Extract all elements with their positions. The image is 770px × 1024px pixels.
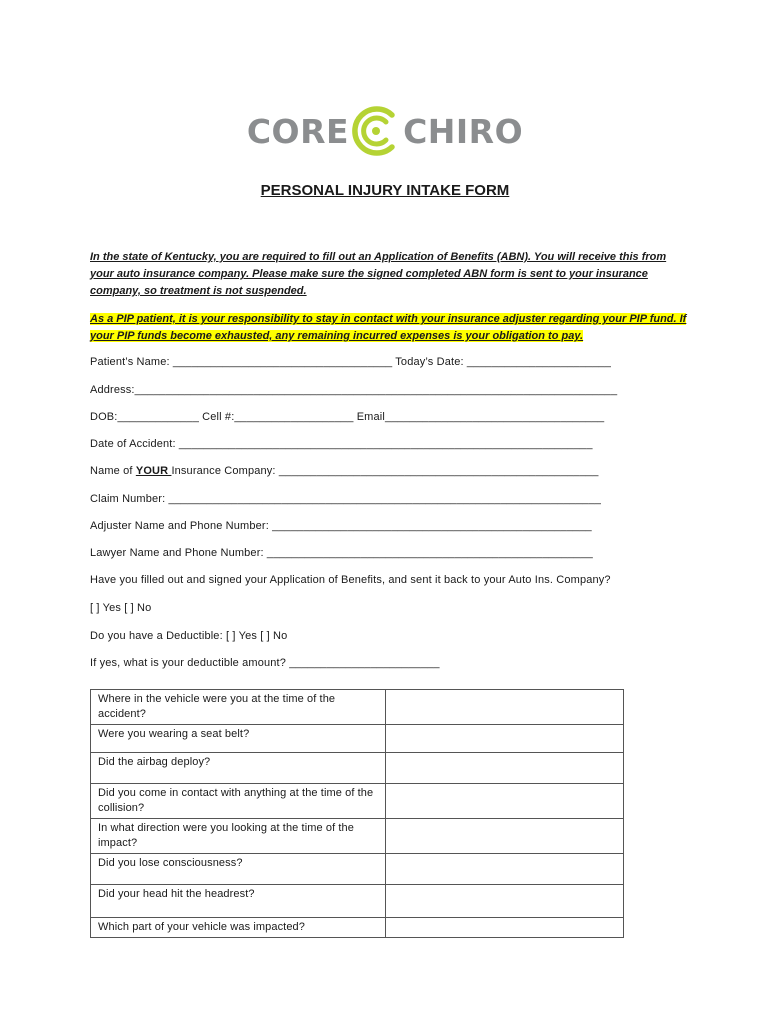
address-line[interactable]: Address:_____________________________________________________________________________ xyxy=(90,384,618,396)
pip-notice-text: As a PIP patient, it is your responsibility to stay in contact with your insurance adjuster regarding your PIP fund. If your PIP funds become exhausted, any remaining incurred expenses is your obligation to pay. xyxy=(90,313,687,342)
claim-number-line[interactable]: Claim Number: _____________________________________________________________________ xyxy=(90,493,601,505)
answer-cell[interactable] xyxy=(386,918,624,938)
answer-cell[interactable] xyxy=(386,753,624,784)
logo xyxy=(0,96,770,166)
answer-cell[interactable] xyxy=(386,725,624,753)
concentric-c-icon xyxy=(350,105,402,157)
question-cell: Did you come in contact with anything at the time of the collision? xyxy=(91,784,386,819)
question-cell: Did the airbag deploy? xyxy=(91,753,386,784)
adjuster-line[interactable]: Adjuster Name and Phone Number: ___________________________________________________ xyxy=(90,520,592,532)
table-row xyxy=(91,784,624,819)
answer-cell[interactable] xyxy=(386,854,624,885)
insurance-company-line[interactable] xyxy=(90,465,599,477)
question-cell: Where in the vehicle were you at the time of the accident? xyxy=(91,690,386,725)
question-cell: In what direction were you looking at the time of the impact? xyxy=(91,819,386,854)
table-row xyxy=(91,885,624,918)
question-cell: Which part of your vehicle was impacted? xyxy=(91,918,386,938)
logo-right-word: CHIRO xyxy=(403,111,524,151)
insurance-prefix: Name of xyxy=(90,465,136,477)
question-cell: Did you lose consciousness? xyxy=(91,854,386,885)
question-cell: Did your head hit the headrest? xyxy=(91,885,386,918)
deductible-amount-line[interactable]: If yes, what is your deductible amount? ________________________ xyxy=(90,657,440,669)
patient-name-line[interactable]: Patient’s Name: ___________________________________ Today’s Date: _______________________ xyxy=(90,356,612,368)
table-row xyxy=(91,753,624,784)
table-row xyxy=(91,918,624,938)
dob-cell-email-line[interactable]: DOB:_____________ Cell #:___________________ Email___________________________________ xyxy=(90,411,605,423)
accident-questions-table xyxy=(90,689,624,938)
abn-question: Have you filled out and signed your Application of Benefits, and sent it back to your Auto Ins. Company? xyxy=(90,574,611,586)
table-row xyxy=(91,854,624,885)
table-row xyxy=(91,725,624,753)
lawyer-line[interactable]: Lawyer Name and Phone Number: ____________________________________________________ xyxy=(90,547,593,559)
deductible-question[interactable]: Do you have a Deductible: [ ] Yes [ ] No xyxy=(90,630,288,642)
pip-notice xyxy=(90,311,690,345)
answer-cell[interactable] xyxy=(386,819,624,854)
date-of-accident-line[interactable]: Date of Accident: __________________________________________________________________ xyxy=(90,438,593,450)
answer-cell[interactable] xyxy=(386,784,624,819)
page-title: PERSONAL INJURY INTAKE FORM xyxy=(260,182,510,199)
answer-cell[interactable] xyxy=(386,885,624,918)
abn-options[interactable]: [ ] Yes [ ] No xyxy=(90,602,152,614)
answer-cell[interactable] xyxy=(386,690,624,725)
intro-paragraph: In the state of Kentucky, you are required to fill out an Application of Benefits (ABN). You will receive this from your auto insurance company. Please make sure the signed completed ABN form is sent to your insurance company, so treatment is not suspended. xyxy=(90,251,667,297)
table-row xyxy=(91,690,624,725)
insurance-emphasis: YOUR xyxy=(135,465,172,477)
table-row xyxy=(91,819,624,854)
logo-left-word: CORE xyxy=(246,111,350,151)
question-cell: Were you wearing a seat belt? xyxy=(91,725,386,753)
insurance-suffix: Insurance Company: ___________________________________________________ xyxy=(171,465,599,477)
